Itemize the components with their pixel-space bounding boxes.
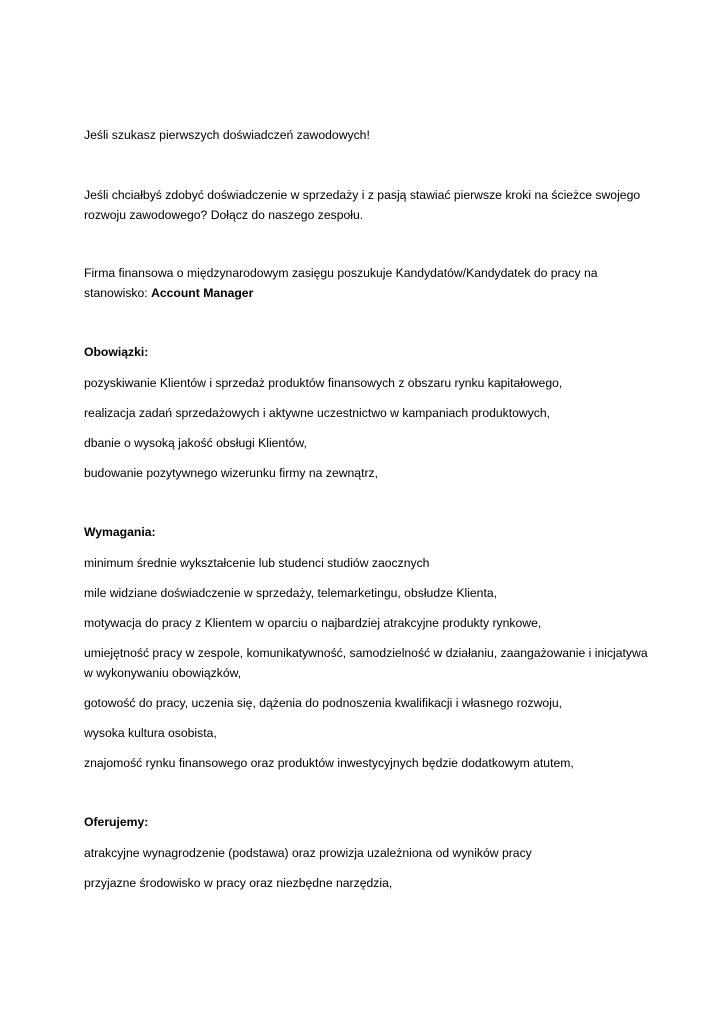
requirement-item: mile widziane doświadczenie w sprzedaży, telemarketingu, obsłudze Klienta, bbox=[84, 586, 498, 600]
offer-item: przyjazne środowisko w pracy oraz niezbędne narzędzia, bbox=[84, 876, 393, 890]
requirement-item: minimum średnie wykształcenie lub studenci studiów zaocznych bbox=[84, 556, 430, 570]
intro-text: Jeśli szukasz pierwszych doświadczeń zawodowych! bbox=[84, 128, 370, 142]
position-prefix: stanowisko: bbox=[84, 286, 152, 300]
company-text-line-2 bbox=[84, 286, 253, 301]
requirement-item: znajomość rynku finansowego oraz produktów inwestycyjnych będzie dodatkowym atutem, bbox=[84, 756, 574, 770]
requirement-item: wysoka kultura osobista, bbox=[84, 726, 217, 740]
duties-heading: Obowiązki: bbox=[84, 345, 149, 359]
offer-item: atrakcyjne wynagrodzenie (podstawa) oraz prowizja uzależniona od wyników pracy bbox=[84, 846, 532, 860]
offer-heading: Oferujemy: bbox=[84, 815, 149, 829]
duty-item: realizacja zadań sprzedażowych i aktywne uczestnictwo w kampaniach produktowych, bbox=[84, 406, 551, 420]
pitch-text-line-1: Jeśli chciałbyś zdobyć doświadczenie w sprzedaży i z pasją stawiać pierwsze kroki na ścieżce swojego bbox=[84, 188, 641, 202]
requirements-heading: Wymagania: bbox=[84, 525, 156, 539]
duty-item: pozyskiwanie Klientów i sprzedaż produktów finansowych z obszaru rynku kapitałowego, bbox=[84, 376, 563, 390]
requirement-item: motywacja do pracy z Klientem w oparciu o najbardziej atrakcyjne produkty rynkowe, bbox=[84, 616, 542, 630]
company-text-line-1: Firma finansowa o międzynarodowym zasięgu poszukuje Kandydatów/Kandydatek do pracy na bbox=[84, 266, 598, 280]
requirement-item: gotowość do pracy, uczenia się, dążenia do podnoszenia kwalifikacji i własnego rozwoju, bbox=[84, 696, 563, 710]
requirement-item-continuation: w wykonywaniu obowiązków, bbox=[84, 666, 242, 680]
position-title: Account Manager bbox=[151, 286, 254, 300]
duty-item: dbanie o wysoką jakość obsługi Klientów, bbox=[84, 436, 307, 450]
requirement-item: umiejętność pracy w zespole, komunikatywność, samodzielność w działaniu, zaangażowanie i inicjatywa bbox=[84, 646, 648, 660]
pitch-text-line-2: rozwoju zawodowego? Dołącz do naszego zespołu. bbox=[84, 208, 364, 222]
duty-item: budowanie pozytywnego wizerunku firmy na zewnątrz, bbox=[84, 466, 378, 480]
